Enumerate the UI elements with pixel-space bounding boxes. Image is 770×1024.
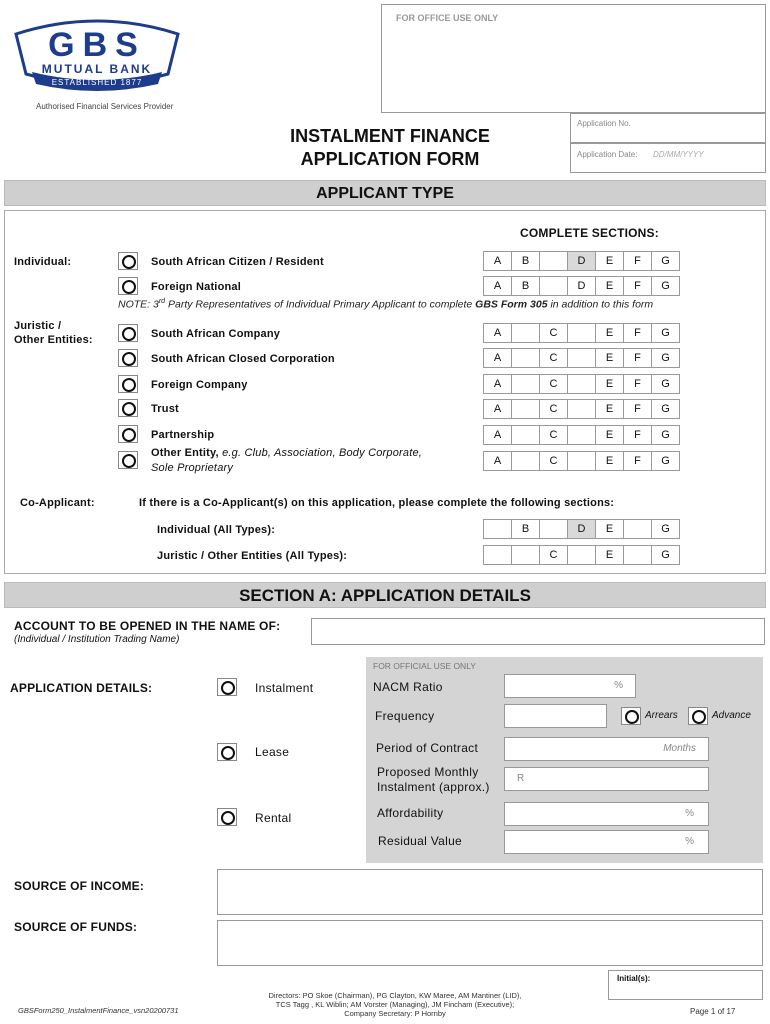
section-cell: F: [623, 451, 652, 471]
note-prefix: NOTE: 3: [118, 298, 159, 311]
logo-name: MUTUAL BANK: [41, 62, 153, 76]
proposed-instalment-label-2: Instalment (approx.): [377, 780, 490, 794]
section-cell: C: [539, 374, 568, 394]
initials-label: Initial(s):: [617, 974, 651, 983]
section-cell: D: [567, 276, 596, 296]
residual-value-input[interactable]: [504, 830, 709, 854]
applicant-type-heading: APPLICANT TYPE: [4, 180, 766, 206]
section-cell: [623, 519, 652, 539]
affordability-input[interactable]: [504, 802, 709, 826]
section-cell: E: [595, 399, 624, 419]
section-cell: E: [595, 425, 624, 445]
label-sa-citizen: South African Citizen / Resident: [151, 256, 324, 268]
section-cell: G: [651, 251, 680, 271]
note-sup: rd: [158, 298, 166, 305]
directors-line-1: Directors: PO Skoe (Chairman), PG Clayton, KW Maree, AM Mantiner (LID),: [268, 991, 522, 1000]
office-use-label: FOR OFFICE USE ONLY: [396, 13, 499, 23]
label-instalment: Instalment: [255, 681, 314, 695]
section-cell: A: [483, 251, 512, 271]
radio-partnership[interactable]: [118, 425, 138, 443]
sections-sa-citizen: [484, 251, 680, 271]
official-use-label: FOR OFFICIAL USE ONLY: [373, 661, 476, 671]
sections-co-individual: [484, 519, 680, 539]
radio-instalment[interactable]: [217, 678, 237, 696]
proposed-instalment-input[interactable]: [504, 767, 709, 791]
section-cell: C: [539, 545, 568, 565]
radio-other-entity[interactable]: [118, 451, 138, 469]
radio-advance[interactable]: [688, 707, 708, 725]
section-cell: A: [483, 323, 512, 343]
account-name-label: ACCOUNT TO BE OPENED IN THE NAME OF:: [14, 619, 281, 633]
section-cell: E: [595, 348, 624, 368]
label-other-entity-examples: e.g. Club, Association, Body Corporate,: [222, 447, 423, 459]
sections-trust: [484, 399, 680, 419]
section-cell: G: [651, 545, 680, 565]
sections-co-juristic: [484, 545, 680, 565]
label-lease: Lease: [255, 745, 290, 759]
section-cell: [567, 374, 596, 394]
label-other-entity-text: Other Entity,: [151, 447, 219, 459]
section-cell: F: [623, 323, 652, 343]
section-cell: G: [651, 323, 680, 343]
nacm-ratio-input[interactable]: [504, 674, 636, 698]
label-trust: Trust: [151, 403, 179, 415]
note-form-ref: GBS Form 305: [475, 298, 548, 311]
section-cell: F: [623, 399, 652, 419]
label-arrears: Arrears: [645, 710, 678, 721]
section-cell: G: [651, 425, 680, 445]
form-title-line2: APPLICATION FORM: [300, 149, 480, 169]
section-cell: C: [539, 425, 568, 445]
affordability-label: Affordability: [377, 806, 444, 820]
section-cell: [567, 323, 596, 343]
radio-sa-closed-corporation[interactable]: [118, 349, 138, 367]
section-cell: E: [595, 251, 624, 271]
radio-rental[interactable]: [217, 808, 237, 826]
sections-foreign-national: [484, 276, 680, 296]
label-sa-company: South African Company: [151, 328, 281, 340]
juristic-label-1: Juristic /: [14, 320, 62, 332]
affordability-percent: %: [685, 808, 694, 819]
application-no-label: Application No.: [577, 119, 631, 128]
section-cell: A: [483, 399, 512, 419]
co-juristic-label: Juristic / Other Entities (All Types):: [157, 550, 348, 562]
section-cell: E: [595, 374, 624, 394]
radio-foreign-national[interactable]: [118, 277, 138, 295]
radio-sa-citizen[interactable]: [118, 252, 138, 270]
source-of-income-label: SOURCE OF INCOME:: [14, 879, 145, 893]
section-cell: [567, 425, 596, 445]
section-cell: G: [651, 276, 680, 296]
section-cell: C: [539, 451, 568, 471]
initials-field[interactable]: [608, 970, 763, 1000]
period-of-contract-input[interactable]: [504, 737, 709, 761]
section-cell: F: [623, 348, 652, 368]
section-cell: F: [623, 251, 652, 271]
section-cell: G: [651, 399, 680, 419]
radio-trust[interactable]: [118, 399, 138, 417]
section-cell: [511, 425, 540, 445]
label-other-entity: [151, 447, 422, 459]
gbs-logo: [12, 14, 182, 100]
application-date-field[interactable]: [570, 143, 766, 173]
application-no-field[interactable]: [570, 113, 766, 143]
section-cell: C: [539, 348, 568, 368]
section-cell: E: [595, 545, 624, 565]
section-cell: F: [623, 374, 652, 394]
nacm-percent: %: [614, 680, 623, 691]
section-cell: C: [539, 323, 568, 343]
section-cell: A: [483, 276, 512, 296]
section-cell: [567, 451, 596, 471]
section-cell: B: [511, 251, 540, 271]
sections-sa-company: [484, 323, 680, 343]
office-use-box: [381, 4, 766, 113]
section-cell: A: [483, 348, 512, 368]
section-cell: A: [483, 374, 512, 394]
label-foreign-company: Foreign Company: [151, 379, 248, 391]
application-date-placeholder: DD/MM/YYYY: [653, 150, 704, 159]
section-cell: [567, 545, 596, 565]
source-of-funds-input[interactable]: [217, 920, 763, 966]
section-cell: [539, 276, 568, 296]
complete-sections-label: COMPLETE SECTIONS:: [520, 226, 659, 240]
radio-lease[interactable]: [217, 743, 237, 761]
logo-established: ESTABLISHED 1877: [51, 78, 143, 87]
account-name-sub: (Individual / Institution Trading Name): [14, 634, 180, 645]
label-other-entity-line2: Sole Proprietary: [151, 462, 234, 474]
authorised-provider: Authorised Financial Services Provider: [36, 102, 174, 111]
section-cell: G: [651, 451, 680, 471]
label-sa-closed-corporation: South African Closed Corporation: [151, 353, 335, 365]
section-cell: F: [623, 425, 652, 445]
coapplicant-text: If there is a Co-Applicant(s) on this application, please complete the following sections:: [139, 497, 615, 509]
section-cell: [539, 251, 568, 271]
account-name-input[interactable]: [311, 618, 765, 645]
section-cell: G: [651, 348, 680, 368]
radio-arrears[interactable]: [621, 707, 641, 725]
directors-line-2: TCS Tagg , KL Wiblin; AM Vorster (Managing), JM Fincham (Executive);: [275, 1000, 515, 1009]
section-cell: F: [623, 276, 652, 296]
co-individual-label: Individual (All Types):: [157, 524, 276, 536]
section-cell: [511, 545, 540, 565]
section-cell: G: [651, 519, 680, 539]
section-cell: [511, 451, 540, 471]
note-suffix: in addition to this form: [547, 298, 654, 311]
section-cell: D: [567, 519, 596, 539]
page-number: Page 1 of 17: [690, 1007, 736, 1016]
section-cell: C: [539, 399, 568, 419]
section-cell: E: [595, 451, 624, 471]
nacm-ratio-label: NACM Ratio: [373, 680, 443, 694]
section-cell: [511, 399, 540, 419]
section-cell: B: [511, 276, 540, 296]
application-date-label: Application Date:: [577, 150, 638, 159]
sections-sa-closed-corporation: [484, 348, 680, 368]
section-cell: [511, 374, 540, 394]
section-a-heading: SECTION A: APPLICATION DETAILS: [4, 582, 766, 608]
section-cell: E: [595, 276, 624, 296]
coapplicant-label: Co-Applicant:: [20, 497, 95, 509]
section-cell: [567, 399, 596, 419]
section-cell: [623, 545, 652, 565]
section-cell: E: [595, 519, 624, 539]
period-of-contract-label: Period of Contract: [376, 741, 479, 755]
radio-foreign-company[interactable]: [118, 375, 138, 393]
frequency-input[interactable]: [504, 704, 607, 728]
section-cell: [567, 348, 596, 368]
juristic-label-2: Other Entities:: [14, 334, 93, 346]
section-cell: [511, 348, 540, 368]
directors-line-3: Company Secretary: P Hornby: [344, 1009, 446, 1018]
source-of-income-input[interactable]: [217, 869, 763, 915]
section-cell: G: [651, 374, 680, 394]
label-partnership: Partnership: [151, 429, 215, 441]
months-unit: Months: [663, 743, 696, 754]
application-details-label: APPLICATION DETAILS:: [10, 681, 153, 695]
sections-foreign-company: [484, 374, 680, 394]
label-rental: Rental: [255, 811, 292, 825]
section-cell: [483, 519, 512, 539]
residual-value-label: Residual Value: [378, 834, 463, 848]
section-cell: [483, 545, 512, 565]
individual-label: Individual:: [14, 256, 72, 268]
note-middle: Party Representatives of Individual Primary Applicant to complete: [165, 298, 476, 311]
section-cell: [511, 323, 540, 343]
label-foreign-national: Foreign National: [151, 281, 241, 293]
source-of-funds-label: SOURCE OF FUNDS:: [14, 920, 138, 934]
frequency-label: Frequency: [375, 709, 435, 723]
section-cell: A: [483, 451, 512, 471]
section-cell: A: [483, 425, 512, 445]
form-title-line1: INSTALMENT FINANCE: [290, 126, 490, 146]
proposed-instalment-label-1: Proposed Monthly: [377, 765, 479, 779]
third-party-note: [118, 298, 653, 311]
label-advance: Advance: [712, 710, 751, 721]
form-code: GBSForm250_InstalmentFinance_vsn20200731: [18, 1006, 179, 1015]
logo-letters: GBS: [48, 26, 146, 64]
section-cell: B: [511, 519, 540, 539]
rand-prefix: R: [517, 773, 525, 784]
section-cell: E: [595, 323, 624, 343]
section-cell: [539, 519, 568, 539]
residual-percent: %: [685, 836, 694, 847]
sections-partnership: [484, 425, 680, 445]
sections-other-entity: [484, 451, 680, 471]
section-cell: D: [567, 251, 596, 271]
radio-sa-company[interactable]: [118, 324, 138, 342]
